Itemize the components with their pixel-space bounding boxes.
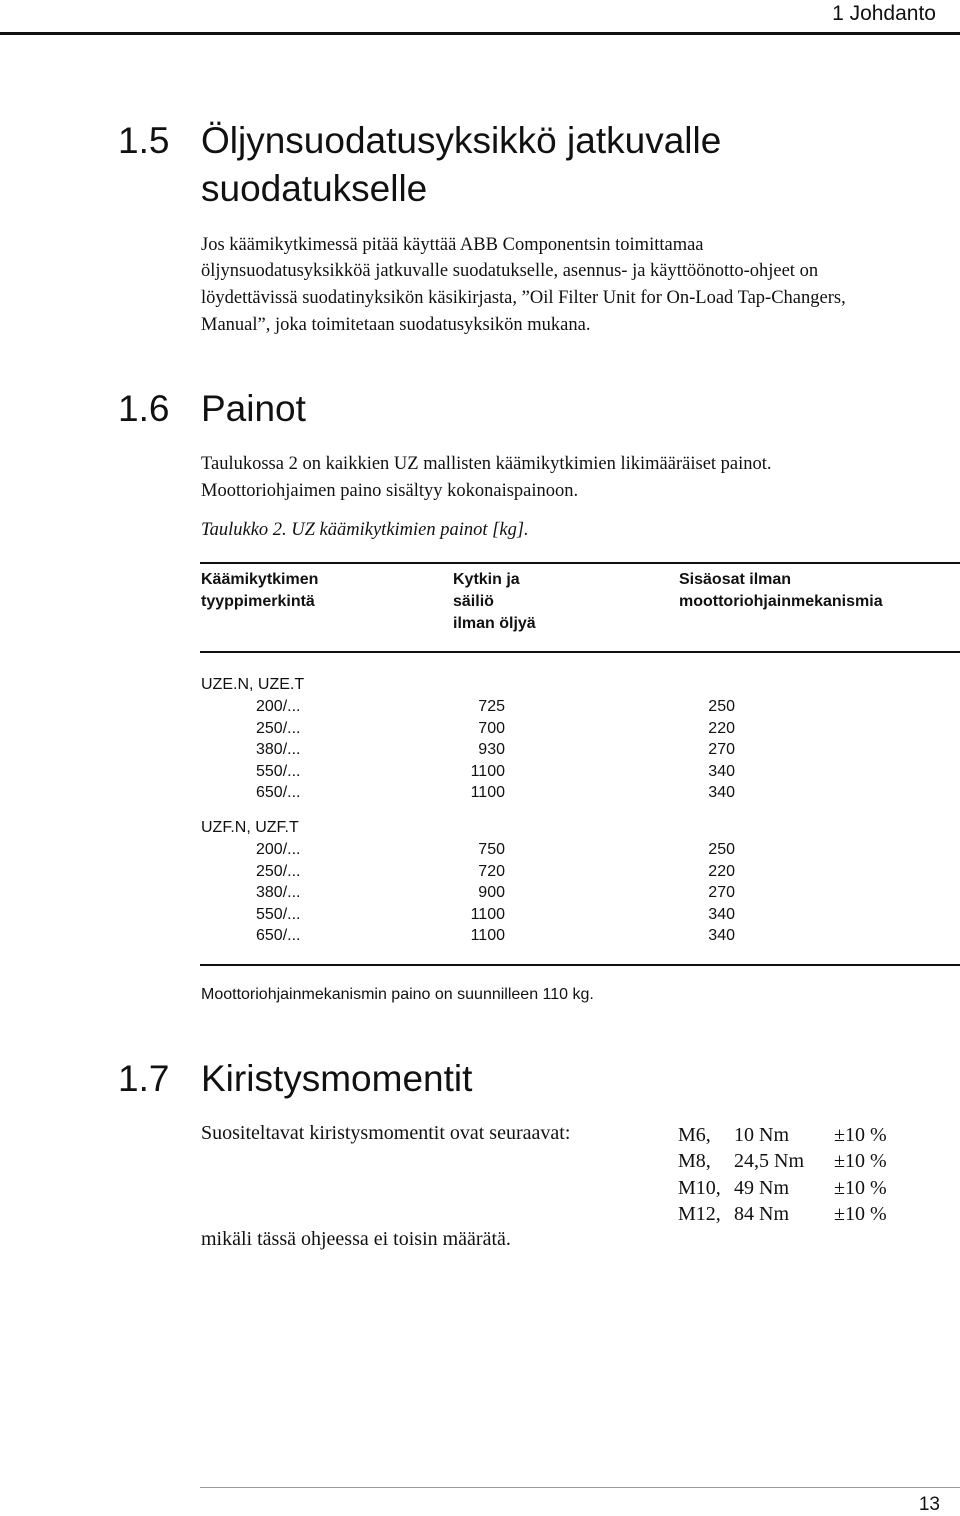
table-footnote: Moottoriohjainmekanismin paino on suunnilleen 110 kg. bbox=[201, 986, 594, 1003]
table-column-internals: 250 220 270 340 340 bbox=[708, 698, 735, 801]
section-number: 1.6 bbox=[118, 388, 170, 429]
section-title: Kiristysmomentit bbox=[201, 1058, 473, 1099]
table-top-rule bbox=[200, 562, 960, 564]
torque-value-column: 10 Nm 24,5 Nm 49 Nm 84 Nm bbox=[734, 1124, 804, 1225]
paragraph-line: Jos käämikytkimessä pitää käyttää ABB Componentsin toimittamaa bbox=[201, 235, 704, 255]
header-rule bbox=[0, 32, 960, 35]
section-title-continued: suodatukselle bbox=[201, 168, 428, 209]
torque-tolerance-column: ±10 % ±10 % ±10 % ±10 % bbox=[834, 1124, 887, 1225]
table-caption: Taulukko 2. UZ käämikytkimien painot [kg]. bbox=[201, 520, 529, 540]
torque-intro: Suositeltavat kiristysmomentit ovat seuraavat: bbox=[201, 1122, 571, 1144]
section-number: 1.5 bbox=[118, 120, 170, 161]
section-number: 1.7 bbox=[118, 1058, 170, 1099]
table-row: 200/... 250/... 380/... 550/... 650/... bbox=[256, 841, 301, 944]
table-header-type: Käämikytkimen tyyppimerkintä bbox=[201, 571, 319, 610]
section-title: Painot bbox=[201, 388, 306, 429]
paragraph-line: öljynsuodatusyksikköä jatkuvalle suodatukselle, asennus- ja käyttöönotto-ohjeet on bbox=[201, 261, 819, 281]
paragraph-line: löydettävissä suodatinyksikön käsikirjasta, ”Oil Filter Unit for On-Load Tap-Changers, bbox=[201, 288, 846, 308]
section-title: Öljynsuodatusyksikkö jatkuvalle bbox=[201, 120, 722, 161]
running-head: 1 Johdanto bbox=[832, 2, 936, 25]
torque-bolt-column: M6, M8, M10, M12, bbox=[678, 1124, 721, 1225]
paragraph-line: Manual”, joka toimitetaan suodatusyksikön mukana. bbox=[201, 315, 591, 335]
table-group-label: UZF.N, UZF.T bbox=[201, 819, 299, 836]
table-bottom-rule bbox=[200, 964, 960, 966]
table-header-internals: Sisäosat ilman moottoriohjainmekanismia bbox=[679, 571, 883, 610]
torque-closing: mikäli tässä ohjeessa ei toisin määrätä. bbox=[201, 1228, 511, 1250]
paragraph-line: Taulukossa 2 on kaikkien UZ mallisten käämikytkimien likimääräiset painot. bbox=[201, 454, 772, 474]
table-header-rule bbox=[200, 651, 960, 653]
page-number: 13 bbox=[918, 1494, 940, 1515]
footer-rule bbox=[200, 1487, 960, 1488]
table-column-tank: 725 700 930 1100 1100 bbox=[470, 698, 505, 801]
table-column-internals: 250 220 270 340 340 bbox=[708, 841, 735, 944]
paragraph-line: Moottoriohjaimen paino sisältyy kokonaispainoon. bbox=[201, 481, 579, 501]
table-header-tank: Kytkin ja säiliö ilman öljyä bbox=[453, 571, 536, 632]
table-group-label: UZE.N, UZE.T bbox=[201, 676, 305, 693]
table-column-tank: 750 720 900 1100 1100 bbox=[470, 841, 505, 944]
table-row: 200/... 250/... 380/... 550/... 650/... bbox=[256, 698, 301, 801]
